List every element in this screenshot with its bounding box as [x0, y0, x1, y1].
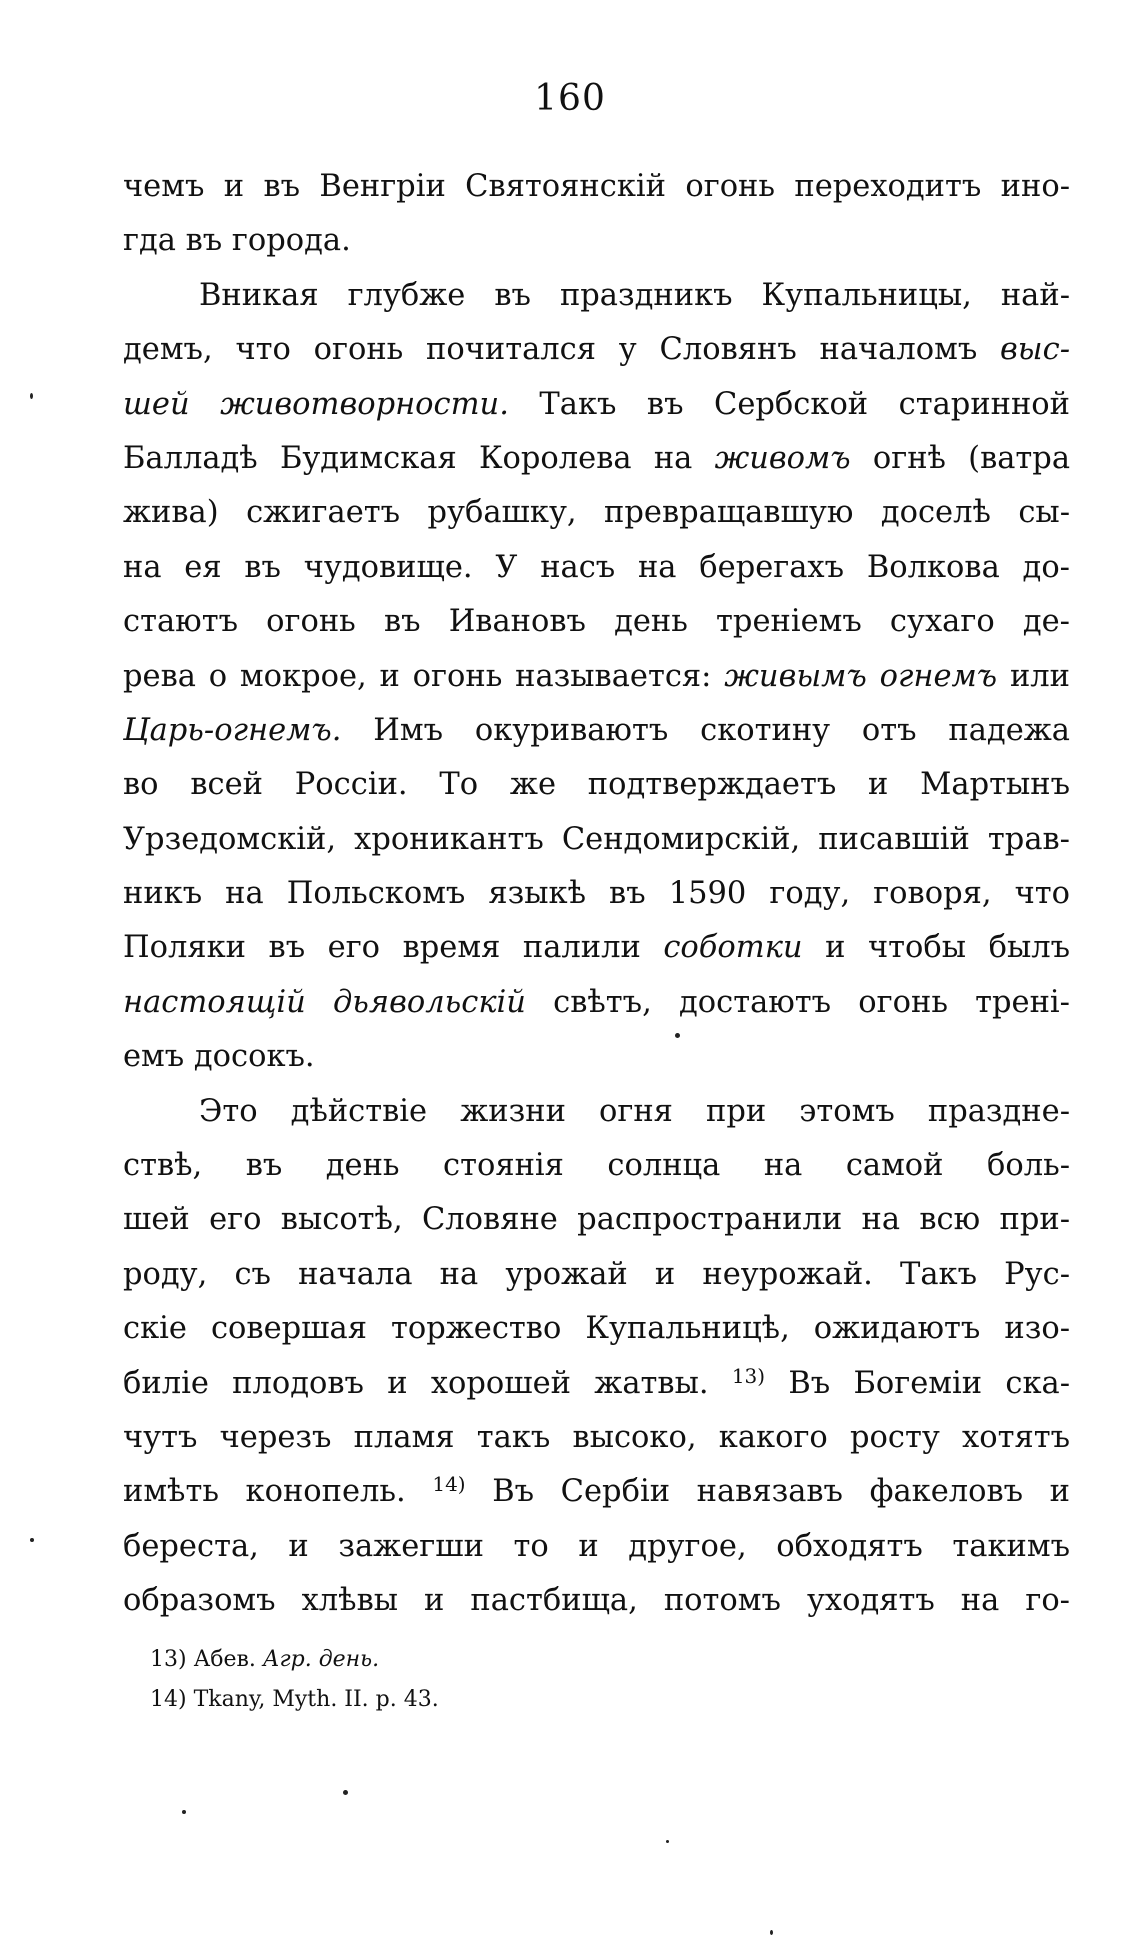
text-span: скіе совершая торжество Купальницѣ, ожидаютъ изо- — [123, 1311, 1070, 1347]
text-line — [123, 1139, 1070, 1193]
text-line — [123, 921, 1070, 975]
italic-text: соботки — [663, 930, 803, 966]
text-span: или — [997, 658, 1070, 694]
italic-text: выс- — [1000, 332, 1070, 368]
text-span: емъ досокъ. — [123, 1039, 315, 1075]
text-line — [123, 432, 1070, 486]
footnote-text: 14) Tkany, Myth. II. p. 43. — [150, 1687, 439, 1712]
text-line — [123, 1302, 1070, 1356]
text-span: на ея въ чудовище. У насъ на берегахъ Волкова до- — [123, 549, 1070, 585]
text-span: чемъ и въ Венгріи Святоянскій огонь переходитъ ино- — [123, 169, 1070, 204]
footnote — [150, 1640, 850, 1680]
text-line — [123, 650, 1070, 704]
text-span: Въ Богеміи ска- — [765, 1365, 1070, 1401]
text-line — [123, 1465, 1070, 1519]
text-line — [123, 269, 1070, 323]
text-span: Имъ окуриваютъ скотину отъ падежа — [341, 712, 1070, 748]
text-line — [123, 813, 1070, 867]
italic-text: живомъ — [714, 440, 851, 476]
text-span: Такъ въ Сербской старинной — [508, 386, 1070, 422]
text-span: никъ на Польскомъ языкѣ въ 1590 году, говоря, что — [123, 876, 1070, 912]
text-line — [123, 214, 1070, 268]
italic-text: Царь-огнемъ. — [123, 712, 342, 748]
text-line — [123, 1030, 1070, 1084]
scan-speck — [30, 393, 33, 399]
text-span: образомъ хлѣвы и пастбища, потомъ уходятъ на го- — [123, 1583, 1070, 1619]
scan-speck — [675, 1033, 680, 1038]
scan-speck — [182, 1810, 186, 1814]
italic-text: шей животворности. — [123, 386, 509, 422]
page-number: 160 — [534, 78, 606, 119]
text-line — [123, 1248, 1070, 1302]
italic-text: живымъ огнемъ — [724, 658, 998, 694]
text-line — [123, 1574, 1070, 1628]
text-line — [123, 1520, 1070, 1574]
text-span: Это дѣйствіе жизни огня при этомъ праздне- — [199, 1093, 1070, 1129]
text-span: биліе плодовъ и хорошей жатвы. — [123, 1365, 732, 1401]
text-span: Вникая глубже въ праздникъ Купальницы, най- — [199, 277, 1070, 313]
text-line — [123, 378, 1070, 432]
text-span: свѣтъ, достаютъ огонь трені- — [525, 984, 1070, 1020]
italic-text: настоящій дьявольскій — [123, 984, 526, 1020]
footnote — [150, 1680, 850, 1720]
footnote-text: 13) Абев. — [150, 1647, 263, 1672]
text-line — [123, 541, 1070, 595]
text-span: Балладѣ Будимская Королева на — [123, 440, 715, 476]
text-span: и чтобы былъ — [802, 930, 1070, 966]
text-span: огнѣ (ватра — [850, 440, 1070, 476]
text-span: роду, съ начала на урожай и неурожай. Такъ Рус- — [123, 1256, 1070, 1292]
text-line — [123, 867, 1070, 921]
text-line — [123, 1193, 1070, 1247]
footnote-marker: 13) — [731, 1363, 766, 1388]
text-span: демъ, что огонь почитался у Словянъ началомъ — [123, 332, 1001, 368]
text-span: ствѣ, въ день стоянія солнца на самой боль- — [123, 1148, 1070, 1184]
footnote-italic-text: Агр. день. — [262, 1647, 380, 1672]
text-line — [123, 1357, 1070, 1411]
footnote-marker: 14) — [432, 1472, 466, 1497]
text-line — [123, 976, 1070, 1030]
text-span: стаютъ огонь въ Ивановъ день треніемъ сухаго де- — [123, 604, 1070, 640]
text-span: шей его высотѣ, Словяне распространили на всю при- — [123, 1202, 1070, 1238]
text-line — [123, 595, 1070, 649]
text-span: имѣть конопель. — [123, 1474, 433, 1510]
text-span: гда въ города. — [123, 223, 351, 259]
text-line — [123, 486, 1070, 540]
text-span: чутъ черезъ пламя такъ высоко, какого росту хотятъ — [123, 1419, 1070, 1455]
text-line — [123, 704, 1070, 758]
text-span: во всей Россіи. То же подтверждаетъ и Мартынъ — [123, 767, 1070, 803]
scan-speck — [30, 1538, 34, 1542]
text-line — [123, 1085, 1070, 1139]
text-span: Поляки въ его время палили — [123, 930, 664, 966]
text-span: рева о мокрое, и огонь называется: — [123, 658, 725, 694]
scan-speck — [770, 1930, 773, 1935]
text-span: Урзедомскій, хроникантъ Сендомирскій, писавшій трав- — [123, 821, 1070, 857]
footnotes — [150, 1640, 850, 1720]
text-line — [123, 323, 1070, 377]
text-line — [123, 1411, 1070, 1465]
scan-speck — [343, 1790, 348, 1795]
scan-speck — [666, 1840, 669, 1843]
text-span: жива) сжигаетъ рубашку, превращавшую доселѣ сы- — [123, 495, 1070, 531]
text-line — [123, 160, 1070, 214]
text-line — [123, 758, 1070, 812]
body-text — [123, 160, 1070, 1629]
text-span: береста, и зажегши то и другое, обходятъ такимъ — [123, 1528, 1070, 1564]
text-span: Въ Сербіи навязавъ факеловъ и — [465, 1474, 1070, 1510]
